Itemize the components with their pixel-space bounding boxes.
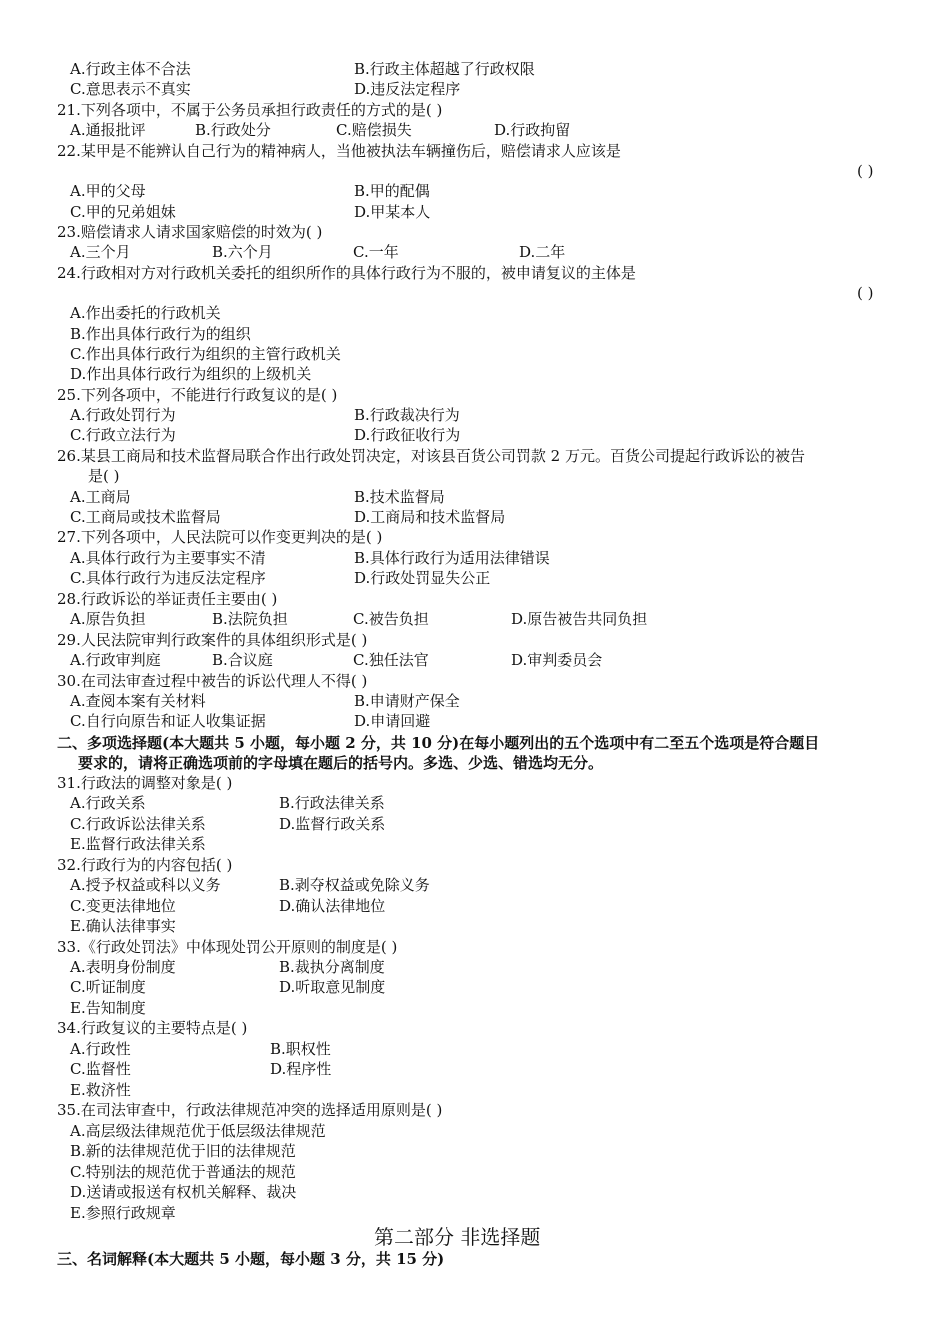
text-line: A.具体行政行为主要事实不清 (70, 549, 266, 567)
text-line: B.甲的配偶 (354, 182, 430, 200)
text-line: 30.在司法审查过程中被告的诉讼代理人不得( ) (57, 672, 368, 690)
text-line: B.具体行政行为适用法律错误 (354, 549, 550, 567)
text-line: C.自行向原告和证人收集证据 (70, 712, 266, 730)
text-line: D.原告被告共同负担 (511, 610, 648, 628)
section-instruction: 二、多项选择题(本大题共 5 小题，每小题 2 分，共 10 分)在每小题列出的五个选项中有二至五个选项是符合题目 (57, 734, 820, 752)
text-line: B.裁执分离制度 (279, 958, 385, 976)
text-line: D.行政处罚显失公正 (354, 569, 491, 587)
text-line: E.确认法律事实 (70, 917, 176, 935)
text-line: 24.行政相对方对行政机关委托的组织所作的具体行政行为不服的，被申请复议的主体是 (57, 264, 636, 282)
text-line: B.技术监督局 (354, 488, 445, 506)
text-line: E.告知制度 (70, 999, 146, 1017)
text-line: 32.行政行为的内容包括( ) (57, 856, 233, 874)
text-line: 26.某县工商局和技术监督局联合作出行政处罚决定，对该县百货公司罚款 2 万元。百货公司提起行政诉讼的被告 (57, 447, 805, 465)
text-line: D.违反法定程序 (354, 80, 461, 98)
text-line: B.行政法律关系 (279, 794, 385, 812)
text-line: C.意思表示不真实 (70, 80, 191, 98)
text-line: A.三个月 (70, 243, 131, 261)
text-line: B.申请财产保全 (354, 692, 460, 710)
text-line: 29.人民法院审判行政案件的具体组织形式是( ) (57, 631, 368, 649)
text-line: C.被告负担 (353, 610, 429, 628)
text-line: C.工商局或技术监督局 (70, 508, 221, 526)
text-line: C.监督性 (70, 1060, 131, 1078)
text-line: C.一年 (353, 243, 399, 261)
text-line: 27.下列各项中，人民法院可以作变更判决的是( ) (57, 528, 383, 546)
text-line: E.救济性 (70, 1081, 131, 1099)
text-line: D.送请或报送有权机关解释、裁决 (70, 1183, 297, 1201)
text-line: A.通报批评 (70, 121, 146, 139)
section-instruction: 三、名词解释(本大题共 5 小题，每小题 3 分，共 15 分) (57, 1250, 445, 1268)
text-line: D.甲某本人 (354, 203, 431, 221)
text-line: A.行政审判庭 (70, 651, 161, 669)
text-line: B.行政处分 (195, 121, 271, 139)
text-line: A.高层级法律规范优于低层级法律规范 (70, 1122, 326, 1140)
text-line: 22.某甲是不能辨认自己行为的精神病人，当他被执法车辆撞伤后，赔偿请求人应该是 (57, 142, 621, 160)
text-line: 33.《行政处罚法》中体现处罚公开原则的制度是( ) (57, 938, 398, 956)
text-line: B.作出具体行政行为的组织 (70, 325, 251, 343)
text-line: B.剥夺权益或免除义务 (279, 876, 430, 894)
text-line: A.甲的父母 (70, 182, 146, 200)
text-line: B.职权性 (270, 1040, 331, 1058)
text-line: 21.下列各项中，不属于公务员承担行政责任的方式的是( ) (57, 101, 443, 119)
text-line: C.作出具体行政行为组织的主管行政机关 (70, 345, 341, 363)
text-line: D.听取意见制度 (279, 978, 386, 996)
text-line: 34.行政复议的主要特点是( ) (57, 1019, 248, 1037)
text-line: C.独任法官 (353, 651, 429, 669)
text-line: A.查阅本案有关材料 (70, 692, 206, 710)
text-line: A.原告负担 (70, 610, 146, 628)
text-line: D.行政征收行为 (354, 426, 461, 444)
section-heading: 第二部分 非选择题 (374, 1225, 541, 1249)
text-line: 23.赔偿请求人请求国家赔偿的时效为( ) (57, 223, 323, 241)
text-line: B.行政主体超越了行政权限 (354, 60, 535, 78)
text-line: B.合议庭 (212, 651, 273, 669)
text-line: B.新的法律规范优于旧的法律规范 (70, 1142, 296, 1160)
text-line: A.行政性 (70, 1040, 131, 1058)
text-line: C.赔偿损失 (336, 121, 412, 139)
text-line: 是( ) (88, 467, 120, 485)
text-line: D.程序性 (270, 1060, 332, 1078)
text-line: E.监督行政法律关系 (70, 835, 206, 853)
text-line: C.行政诉讼法律关系 (70, 815, 206, 833)
text-line: B.行政裁决行为 (354, 406, 460, 424)
text-line: ( ) (857, 162, 874, 180)
text-line: ( ) (857, 284, 874, 302)
text-line: B.法院负担 (212, 610, 288, 628)
text-line: A.工商局 (70, 488, 131, 506)
text-line: 25.下列各项中，不能进行行政复议的是( ) (57, 386, 338, 404)
text-line: 31.行政法的调整对象是( ) (57, 774, 233, 792)
text-line: D.工商局和技术监督局 (354, 508, 506, 526)
text-line: C.行政立法行为 (70, 426, 176, 444)
text-line: E.参照行政规章 (70, 1204, 176, 1222)
text-line: D.作出具体行政行为组织的上级机关 (70, 365, 312, 383)
text-line: A.授予权益或科以义务 (70, 876, 221, 894)
text-line: D.监督行政关系 (279, 815, 386, 833)
text-line: D.行政拘留 (494, 121, 571, 139)
text-line: 28.行政诉讼的举证责任主要由( ) (57, 590, 278, 608)
text-line: A.表明身份制度 (70, 958, 176, 976)
text-line: D.确认法律地位 (279, 897, 386, 915)
section-instruction: 要求的，请将正确选项前的字母填在题后的括号内。多选、少选、错选均无分。 (78, 754, 604, 772)
text-line: A.行政主体不合法 (70, 60, 191, 78)
text-line: C.具体行政行为违反法定程序 (70, 569, 266, 587)
text-line: C.变更法律地位 (70, 897, 176, 915)
text-line: C.甲的兄弟姐妹 (70, 203, 176, 221)
text-line: A.行政处罚行为 (70, 406, 176, 424)
text-line: 35.在司法审查中，行政法律规范冲突的选择适用原则是( ) (57, 1101, 443, 1119)
text-line: D.审判委员会 (511, 651, 603, 669)
text-line: C.听证制度 (70, 978, 146, 996)
text-line: D.二年 (519, 243, 566, 261)
text-line: C.特别法的规范优于普通法的规范 (70, 1163, 296, 1181)
text-line: D.申请回避 (354, 712, 431, 730)
text-line: A.作出委托的行政机关 (70, 304, 221, 322)
text-line: A.行政关系 (70, 794, 146, 812)
text-line: B.六个月 (212, 243, 273, 261)
